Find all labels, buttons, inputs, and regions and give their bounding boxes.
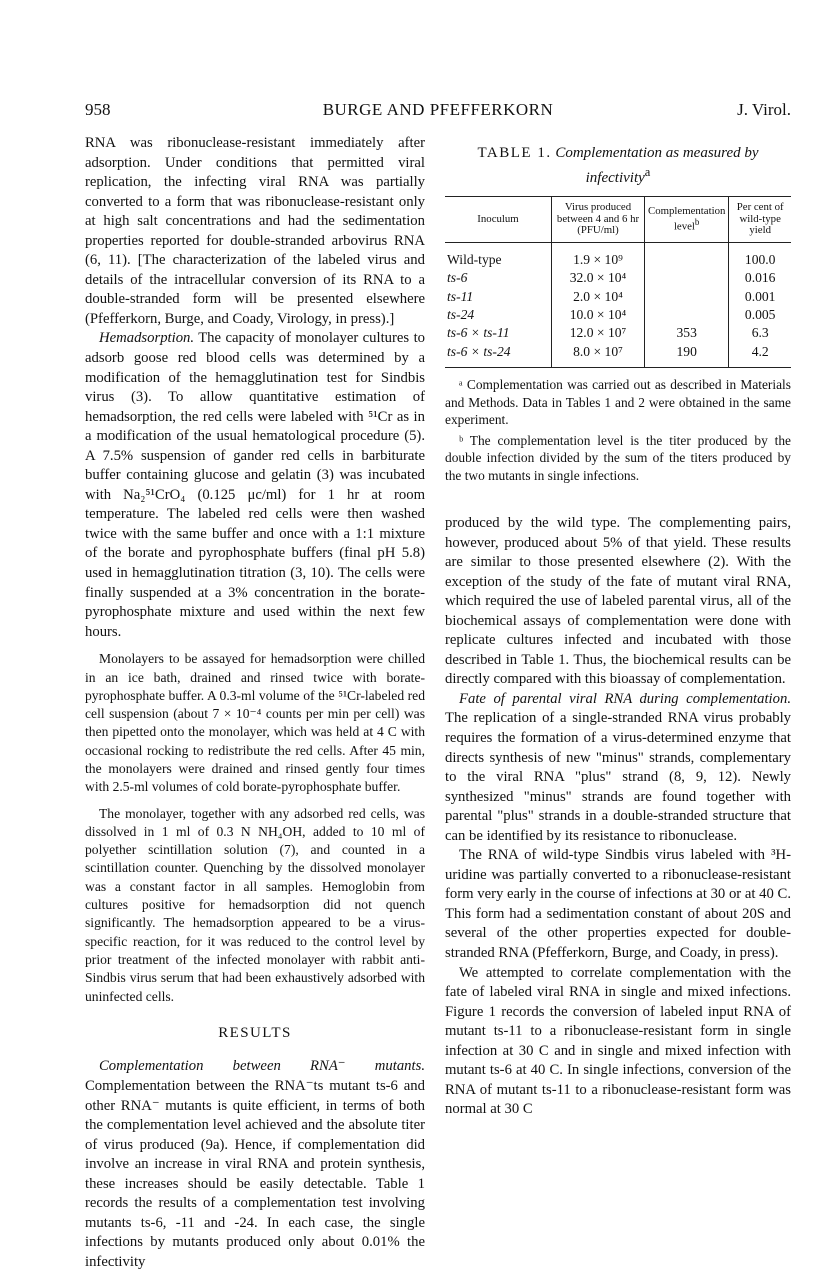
cell-virus: 10.0 × 10⁴ xyxy=(552,306,645,324)
cell-percent: 100.0 xyxy=(729,242,791,269)
cell-virus: 1.9 × 10⁹ xyxy=(552,242,645,269)
cell-level: 190 xyxy=(645,343,729,368)
running-authors: BURGE AND PFEFFERKORN xyxy=(322,100,554,119)
left-column xyxy=(85,134,425,1272)
table-footnote-b: ᵇ The complementation level is the titer produced by the double infection divided by the sum of the titers produced by the two mutants in single infections. xyxy=(445,433,791,483)
journal-name: J. Virol. xyxy=(737,100,791,119)
cell-inoculum: ts-6 xyxy=(447,270,468,286)
header-complementation-level: Complementation level$^b$ xyxy=(645,197,729,243)
results-heading: RESULTS xyxy=(218,1024,292,1041)
paragraph-hemadsorption xyxy=(85,329,425,642)
cell-inoculum: ts-11 xyxy=(447,288,474,304)
cell-level xyxy=(645,288,729,306)
right-column xyxy=(445,134,791,1120)
parental-rna-text: The replication of a single-stranded RNA virus probably requires the formation of a virus-determined enzyme that directs synthesis of new "minus" strands, complementary to the viral RNA "plus" strand (8, 9, 12). Newly synthesized "minus" strands are found together with parental "plus" strands in a double-stranded structure that can be identified by its resistance to ribonuclease. xyxy=(445,710,791,844)
cell-level xyxy=(645,242,729,269)
cell-percent: 0.005 xyxy=(729,306,791,324)
table-row xyxy=(445,242,791,269)
cell-inoculum: ts-6 × ts-24 xyxy=(447,343,511,359)
cell-percent: 6.3 xyxy=(729,324,791,342)
header-virus-produced: Virus produced between 4 and 6 hr (PFU/ml) xyxy=(552,197,645,243)
paragraph-rna-resistance: RNA was ribonuclease-resistant immediately after adsorption. Under conditions that permitted viral replication, the infecting viral RNA was partially converted to a form that was ribonuclease-resistant only at high salt concentrations and had the sedimentation properties reported for double-stranded arbovirus RNA (6, 11). [The characterization of the labeled virus and details of the intracellular conversion of its RNA to a double-stranded form will be presented elsewhere (Pfefferkorn, Burge, and Coady, Virology, in press).] xyxy=(85,135,425,327)
cell-virus: 2.0 × 10⁴ xyxy=(552,288,645,306)
cell-level xyxy=(645,306,729,324)
cell-virus: 8.0 × 10⁷ xyxy=(552,343,645,368)
table-label: TABLE 1. xyxy=(477,145,552,161)
table-caption xyxy=(445,144,791,188)
paragraph-monolayer-assay: Monolayers to be assayed for hemadsorption were chilled in an ice bath, drained and rinsed twice with borate-pyrophosphate buffer. A 0.3-ml volume of the ⁵¹Cr-labeled red cell suspension (about 7 × 10⁻⁴ counts per min per cell) was then pipetted onto the monolayer, which was held at 4 C with occasional rocking to redistribute the red cells. After 45 min, the monolayers were drained and rinsed gently four times with 2.5-ml volumes of cold borate-pyrophosphate buffer. xyxy=(85,651,425,795)
hemadsorption-heading: Hemadsorption. xyxy=(99,330,195,347)
complementation-heading: Complementation between RNA⁻ mutants. xyxy=(99,1058,425,1075)
cell-inoculum: ts-6 × ts-11 xyxy=(447,325,510,341)
cell-inoculum: Wild-type xyxy=(447,251,502,267)
paragraph-monolayer-dissolve: The monolayer, together with any adsorbed red cells, was dissolved in 1 ml of 0.3 N NH₄OH, added to 10 ml of polyether scintillation solution (7), and counted in a scintillation counter. Quenching by the dissolved monolayer was a constant factor in all samples. Hemoglobin from cultures positive for hemadsorption did not quench significantly. The hemadsorption appeared to be a virus-specific reaction, for it was reduced to the control level by prior treatment of the infected monolayer with rabbit anti-Sindbis virus serum that had been exhaustively adsorbed with uninfected cells. xyxy=(85,805,425,1004)
header-percent-wild-type: Per cent of wild-type yield xyxy=(729,197,791,243)
complementation-table xyxy=(445,196,791,368)
paragraph-wild-type-yield: produced by the wild type. The complementing pairs, however, produced about 5% of that yield. These results are similar to those presented elsewhere (2). With the exception of the study of the fate of mutant viral RNA, which required the use of labeled parental virus, all of the biochemical assays of complementation were done with replicate cultures infected and incubated with those described in Table 1. Thus, the biochemical results can be directly compared with this bioassay of complementation. xyxy=(445,515,791,688)
cell-virus: 32.0 × 10⁴ xyxy=(552,269,645,287)
cell-inoculum: ts-24 xyxy=(447,307,475,322)
page-number: 958 xyxy=(85,100,111,119)
header-inoculum: Inoculum xyxy=(445,197,552,243)
table-row xyxy=(445,288,791,306)
cell-percent: 0.001 xyxy=(729,288,791,306)
cell-level xyxy=(645,269,729,287)
parental-rna-heading: Fate of parental viral RNA during complementation. xyxy=(459,690,791,707)
paragraph-correlation: We attempted to correlate complementation with the fate of labeled viral RNA in single and mixed infections. Figure 1 records the conversion of labeled input RNA of mutant ts-11 to a ribonuclease-resistant form in single infection at 30 C and in single and mixed infection with mutant ts-6 at 40 C. In single infections, conversion of the RNA of mutant ts-11 to a ribonuclease-resistant form was normal at 30 C xyxy=(445,964,791,1118)
table-row xyxy=(445,269,791,287)
table-footnote-a: ᵃ Complementation was carried out as described in Materials and Methods. Data in Tables 1 and 2 were obtained in the same experiment. xyxy=(445,377,791,427)
header-marker-b: b xyxy=(694,217,700,228)
table-header-row xyxy=(445,197,791,243)
table-title-marker: a xyxy=(644,165,651,179)
cell-percent: 0.016 xyxy=(729,269,791,287)
cell-virus: 12.0 × 10⁷ xyxy=(552,324,645,342)
table-row xyxy=(445,343,791,368)
paragraph-complementation xyxy=(85,1057,425,1272)
table-row xyxy=(445,306,791,324)
table-row xyxy=(445,324,791,342)
running-header xyxy=(85,100,791,122)
cell-level: 353 xyxy=(645,324,729,342)
paragraph-parental-rna xyxy=(445,690,791,846)
complementation-text: Complementation between the RNA⁻ts mutant ts-6 and other RNA⁻ mutants is quite efficient, in terms of both the complementation level achieved and the absolute titer of virus produced (9a). Hence, if complementation did involve an increase in viral RNA and protein synthesis, these increases should be easily detectable. Table 1 records the results of a complementation test involving mutants ts-6, -11 and -24. In each case, the single infections by mutants produced only about 0.01% the infectivity xyxy=(85,1077,425,1270)
hemadsorption-text: The capacity of monolayer cultures to adsorb goose red blood cells was determined by a modification of the hemagglutination test for Sindbis virus (3). To allow quantitative estimation of hemadsorption, the red cells were labeled with ⁵¹Cr as in a modification of the usual hematological procedure (5). A 7.5% suspension of gander red cells in barbiturate buffer containing glucose and gelatin (3) was incubated with Na₂⁵¹CrO₄ (0.125 μc/ml) for 1 hr at room temperature. The labeled red cells were then washed twice with the same buffer and once with a 1:1 mixture of the borate and pyrophosphate buffers (final pH 5.8) used in hemagglutination titration (3, 10). The cells were finally suspended at a 3% concentration in the borate-pyrophosphate mixture and used within the next few hours. xyxy=(85,330,425,640)
cell-percent: 4.2 xyxy=(729,343,791,368)
table-title: Complementation as measured by infectivity xyxy=(555,145,759,186)
paragraph-uridine-labeling: The RNA of wild-type Sindbis virus labeled with ³H-uridine was partially converted to a ribonuclease-resistant form very early in the course of infections at 30 or at 40 C. This form had a sedimentation constant of about 20S and several of the other properties expected for double-stranded RNA (Pfefferkorn, Burge, and Coady, in press). xyxy=(445,847,791,962)
